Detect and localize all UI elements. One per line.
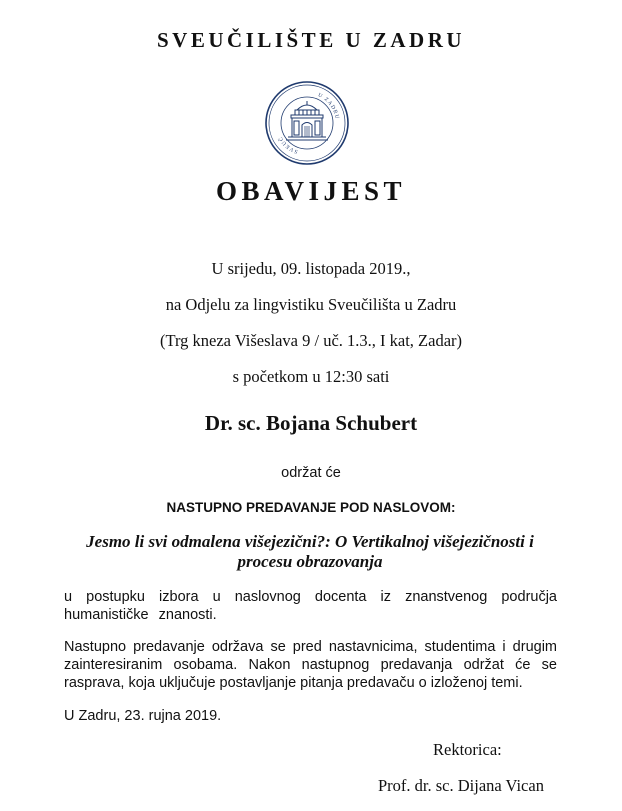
event-time: s početkom u 12:30 sati: [232, 367, 390, 386]
svg-text:U ZADRU: U ZADRU: [316, 92, 340, 121]
event-place: na Odjelu za lingvistiku Sveučilišta u Zadru: [165, 295, 457, 314]
event-address: (Trg kneza Višeslava 9 / uč. 1.3., I kat, Zadar): [159, 331, 463, 350]
event-date: U srijedu, 09. listopada 2019.,: [211, 259, 411, 278]
election-paragraph: u postupku izbora u naslovnog docenta iz znanstvenog područja humanističke znanosti.: [64, 589, 557, 623]
will-hold-text: održat će: [281, 465, 341, 481]
university-name: SVEUČILIŠTE U ZADRU: [156, 28, 466, 52]
audience-paragraph: Nastupno predavanje održava se pred nastavnicima, studentima i drugim zainteresiranim osobama. Nakon nastupnog predavanja održat će se rasprava, koja uključuje postavljanje pitanja predavaču o izloženoj temi.: [64, 639, 557, 691]
rector-name: Prof. dr. sc. Dijana Vican: [378, 776, 544, 795]
svg-text:SVEUČ: SVEUČ: [277, 134, 299, 155]
rector-role: Rektorica:: [433, 740, 502, 759]
lecture-heading: NASTUPNO PREDAVANJE POD NASLOVOM:: [166, 500, 456, 515]
speaker-name: Dr. sc. Bojana Schubert: [204, 411, 418, 435]
university-seal-icon: [264, 80, 350, 166]
notice-title: OBAVIJEST: [215, 176, 407, 206]
signing-date-place: U Zadru, 23. rujna 2019.: [64, 708, 222, 724]
lecture-title: Jesmo li svi odmalena višejezični?: O Vertikalnoj višejezičnosti i procesu obrazovanja: [86, 532, 534, 571]
